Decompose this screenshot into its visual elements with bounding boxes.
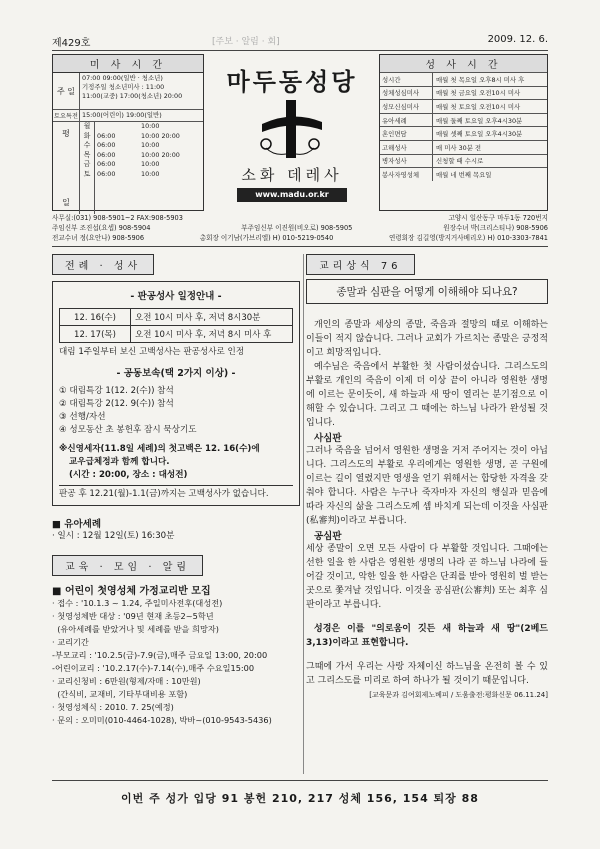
education-title-text: 어린이 첫영성체 가정교리반 모집 <box>64 586 211 597</box>
education-lines <box>52 597 300 727</box>
issue-number: 제429호 <box>52 38 91 49</box>
contact-entry: 전교수녀 정(요안나) 908-5906 <box>52 234 145 242</box>
sacrament-time: 매월 네 번째 목요일 <box>436 170 492 179</box>
sacrament-name: 봉사자영성체 <box>380 168 433 181</box>
education-line: -부모교리 : '10.2.5(금)-7.9(금),매주 금요일 13:00, 20:00 <box>52 650 268 660</box>
contact-divider <box>52 246 548 247</box>
saturday-row <box>53 109 203 121</box>
table-cell: 오전 10시 미사 후, 저녁 8시 미사 후 <box>131 326 293 343</box>
catechism-paragraph: 세상 종말이 오면 모든 사람이 다 부활할 것입니다. 그때에는 선한 일을 한 사람은 영원한 생명의 나라 곧 하느님 나라에 들어갈 것이고, 악한 일을 한 사람은 단죄를 받아 영원히 벌 받는 곳으로 쫓겨날 것입니다. 이것을 공심판(公審判) 또는 최후 심판이라고 부릅니다. <box>306 544 548 610</box>
sacrament-time: 신청할 때 수시로 <box>436 157 484 166</box>
schedule-cell: 06:00 <box>97 131 116 140</box>
sacrament-rows <box>380 72 547 181</box>
sacrament-row <box>380 113 547 127</box>
schedule-cell: 토 <box>83 169 91 178</box>
square-bullet-icon: ■ <box>52 519 65 530</box>
weekday-grid <box>80 122 203 214</box>
education-section <box>52 555 300 727</box>
catechism-paragraph: 그러나 죽음을 넘어서 영원한 생명을 거저 주어지는 것이 아닙니다. 그리스도의 부활로 우리에게는 영원한 생명, 곧 구원에 이르는 길이 열렸지만 영생을 얻기 위해서는 합당한 자격을 갖춰야 합니다. 사람은 누구나 죽자마자 자신의 행실과 믿음에 따라 자신의 삶을 그리스도께 셈 바치게 되는데 이것을 사심판(私審判)이라고 부릅니다. <box>306 446 548 526</box>
sacrament-name: 성체성심미사 <box>380 87 433 100</box>
sunday-row <box>53 73 203 109</box>
sunday-line: 07:00 09:00(일반 · 청소년) <box>82 74 163 82</box>
table-cell: 오전 10시 미사 후, 저녁 8시30분 <box>131 309 293 326</box>
sunday-times <box>80 73 203 109</box>
sacrament-name: 고해성사 <box>380 141 433 154</box>
issue-date: 2009. 12. 6. <box>487 34 548 45</box>
sacrament-name: 성시간 <box>380 73 433 86</box>
sacrament-time: 매월 첫 토요일 오전10시 미사 <box>436 102 521 111</box>
schedule-cell: 06:00 <box>97 169 116 178</box>
parish-motto: 소화 데레사 <box>241 166 343 184</box>
penance-item: ② 대림특강 2(12. 9(수)) 참석 <box>59 399 174 409</box>
saturday-times: 15:00(어린이) 19:00(일반) <box>82 111 162 119</box>
sunday-key: 주 일 <box>53 73 80 109</box>
parish-address: 고양시 일산동구 마두1동 720번지 <box>448 214 548 222</box>
sacrament-schedule-title: 성 사 시 간 <box>380 55 547 72</box>
saturday-key: 토요특전 <box>53 110 80 121</box>
sacrament-row <box>380 126 547 140</box>
new-baptized-notice: 교우급체정과 함께 합니다. <box>69 457 170 467</box>
table-row <box>60 309 293 326</box>
education-line: · 접수 : '10.1.3 ~ 1.24, 주일미사전후(대성전) <box>52 598 223 608</box>
sacrament-name: 혼인면담 <box>380 127 433 140</box>
header-bar <box>52 34 548 48</box>
contact-info <box>52 213 548 243</box>
schedule-cell: 06:00 <box>97 150 116 159</box>
schedule-cell: 06:00 <box>97 141 116 149</box>
table-row <box>60 326 293 343</box>
catechism-question: 종말과 심판을 어떻게 이해해야 되나요? <box>306 279 548 304</box>
office-phone: 사무실:(031) 908-5901~2 FAX:908-5903 <box>52 214 183 222</box>
liturgy-section-label: 전례 · 성사 <box>52 254 154 275</box>
sacrament-time: 매 미사 30분 전 <box>436 143 482 152</box>
table-note: 대림 1주일부터 보신 고백성사는 판공성사로 인정 <box>59 347 245 357</box>
header-divider <box>52 50 548 51</box>
schedule-cell: 10:00 <box>141 122 160 130</box>
confession-table <box>59 308 293 343</box>
weekday-key <box>53 122 80 214</box>
catechism-paragraph: 성경은 이를 "의로움이 깃든 새 하늘과 새 땅"(2베드 3,13)이라고 표현합니다. <box>306 624 548 648</box>
penance-title: - 공동보속(택 2가지 이상) - <box>116 368 236 379</box>
parish-logo-block <box>207 54 377 211</box>
education-line: -어린이교리 : '10.2.17(수)-7.14(수),매주 수요일15:00 <box>52 663 255 673</box>
sunday-line: 11:00(교중) 17:00(청소년) 20:00 <box>82 92 183 100</box>
table-cell: 12. 16(수) <box>60 309 131 326</box>
sacrament-name: 유아세례 <box>380 114 433 127</box>
footer-divider <box>52 780 548 781</box>
column-divider <box>303 254 304 774</box>
schedule-cell: 10:00 20:00 <box>141 131 180 140</box>
cross-rose-icon <box>252 96 332 162</box>
schedule-cell: 10:00 <box>141 141 160 149</box>
infant-baptism-label: 유아세례 <box>64 519 102 530</box>
sacrament-row <box>380 72 547 86</box>
right-column <box>306 254 548 700</box>
catechism-section-label: 교리상식 76 <box>306 254 415 275</box>
schedule-cell: 10:00 <box>141 169 160 178</box>
penance-item: ④ 성모동산 초 봉헌후 잠시 묵상기도 <box>59 425 197 435</box>
square-bullet-icon: ■ <box>52 586 65 597</box>
weekday-evening <box>141 122 203 214</box>
hymn-footer: 이번 주 성가 입당 91 봉헌 210, 217 성체 156, 154 퇴장 88 <box>121 792 479 805</box>
no-confession-period: 판공 후 12.21(월)-1.1(금)까지는 고백성사가 없습니다. <box>59 485 293 501</box>
weekday-morning <box>95 122 141 214</box>
new-baptized-notice: ※신영세자(11.8일 세례)의 첫고백은 12. 16(수)에 <box>59 444 260 454</box>
sacrament-time: 매월 셋째 토요일 오후4시30분 <box>436 130 523 139</box>
catechism-paragraph: 그때에 가서 우리는 사랑 자체이신 하느님을 온전히 볼 수 있고 그리스도를 미리로 하여 하나가 될 것이기 때문입니다. <box>306 662 548 686</box>
sacrament-row <box>380 99 547 113</box>
sacrament-row <box>380 140 547 154</box>
education-line: · 교리기간 <box>52 637 89 647</box>
schedule-cell: 금 <box>83 160 91 168</box>
table-cell: 12. 17(목) <box>60 326 131 343</box>
contact-entry: 연령회장 김길영(방지거사베리오) H) 010-3303-7841 <box>388 234 548 242</box>
schedule-cell: 수 <box>83 141 91 149</box>
weekday-days <box>80 122 95 214</box>
education-line: · 첫영성체반 대상 : '09년 현재 초등2~5학년 <box>52 611 214 621</box>
mass-schedule <box>52 54 204 211</box>
catechism-paragraph: 예수님은 죽음에서 부활한 첫 사람이셨습니다. 그리스도의 부활로 개인의 죽음이 이제 더 이상 끝이 아니라 영원한 생명에 이르는 문이듯이, 새 하늘과 새 땅이 열리는 분기점으로 이해할 수 있습니다. 그리고 그 때에는 하느님 나라가 완성될 것입니다. <box>306 362 548 428</box>
website-link[interactable]: www.madu.or.kr <box>237 188 347 202</box>
schedule-cell: 목 <box>83 150 91 159</box>
mass-schedule-title: 미 사 시 간 <box>53 55 203 73</box>
confession-notice-title: - 판공성사 일정안내 - <box>130 291 222 302</box>
schedule-cell: 월 <box>83 122 91 130</box>
sacrament-row <box>380 86 547 100</box>
schedule-cell <box>97 122 141 132</box>
education-section-label: 교육 · 모임 · 알림 <box>52 555 203 576</box>
schedule-cell: 10:00 <box>141 160 160 168</box>
schedule-cell: 화 <box>83 131 91 140</box>
weekday-key-top: 평 <box>62 129 70 138</box>
sacrament-time: 매월 첫 목요일 오후8시 미사 후 <box>436 75 525 84</box>
education-title <box>52 582 300 597</box>
penance-item: ① 대림특강 1(12. 2(수)) 참석 <box>59 386 174 396</box>
sacrament-schedule <box>379 54 548 211</box>
weekday-row <box>53 121 203 214</box>
infant-baptism <box>52 516 300 543</box>
infant-baptism-date: · 일시 : 12월 12일(토) 16:30분 <box>52 531 175 541</box>
catechism-paragraph: 개인의 종말과 세상의 종말, 죽음과 절망의 때로 이해하는 이들이 적지 않습니다. 그러나 교회가 가르치는 종말은 긍정적이고 희망적입니다. <box>306 320 548 358</box>
contact-entry: 주임신부 조진섭(요셉) 908-5904 <box>52 224 151 232</box>
sacrament-time: 매월 둘째 토요일 오후4시30분 <box>436 116 523 125</box>
sacrament-row <box>380 167 547 181</box>
sacrament-time: 매월 첫 금요일 오전10시 미사 <box>436 89 521 98</box>
education-line: (간식비, 교재비, 기타부대비용 포함) <box>52 689 188 699</box>
catechism-subheading: 사심판 <box>314 433 342 444</box>
contact-entry: 총회장 이기남(가브리엘) H) 010-5219-0540 <box>199 234 334 242</box>
catechism-source: [교육문과 김여회제노베피 / 도움출전:평화신문 06.11.24] <box>369 691 548 699</box>
confession-notice <box>52 281 300 506</box>
contact-entry: 부주임신부 이진원(비오로) 908-5905 <box>241 224 353 232</box>
sunday-line: 기정주일 청소년미사 : 11:00 <box>82 83 165 91</box>
schedule-cell: 06:00 <box>97 160 116 168</box>
sacrament-name: 성모신심미사 <box>380 100 433 113</box>
penance-item: ③ 선행/자선 <box>59 412 106 422</box>
catechism-subheading: 공심판 <box>314 531 342 542</box>
education-line: · 문의 : 오미미(010-4464-1028), 박바~(010-9543-5436) <box>52 715 272 725</box>
education-line: · 교리신청비 : 6만원(형제/자매 : 10만원) <box>52 676 201 686</box>
education-line: · 첫영성체식 : 2010. 7. 25(예정) <box>52 702 174 712</box>
weekday-key-bottom: 일 <box>62 198 70 207</box>
new-baptized-time: (시간 : 20:00, 장소 : 대성전) <box>69 470 188 480</box>
schedule-cell: 10:00 20:00 <box>141 150 180 159</box>
parish-name: 마두동성당 <box>226 68 358 96</box>
sacrament-name: 병자성사 <box>380 155 433 168</box>
infant-baptism-title <box>52 516 300 530</box>
sacrament-row <box>380 154 547 168</box>
left-column <box>52 254 300 727</box>
education-line: (유아세례를 받았거나 및 세례를 받을 희망자) <box>52 624 219 634</box>
header-tag: [주보 · 알림 · 회] <box>212 37 280 47</box>
contact-entry: 원장수녀 박(크리스티나) 908-5906 <box>443 224 548 232</box>
